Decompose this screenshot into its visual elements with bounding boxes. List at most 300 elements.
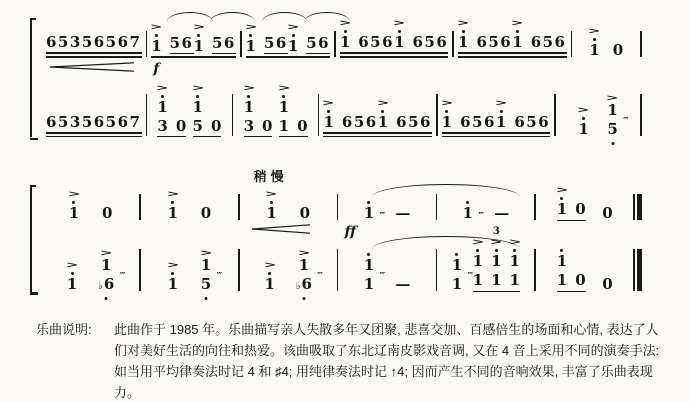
note: [93, 112, 142, 131]
digit: 0: [299, 204, 311, 223]
digit: 656: [341, 112, 378, 131]
chord: [279, 85, 289, 134]
system: [30, 169, 642, 293]
digit: 1: [167, 204, 179, 223]
note-group: [246, 24, 288, 58]
barline: [633, 194, 635, 220]
note-group: [46, 112, 94, 138]
chord: [510, 239, 520, 288]
digit: 56: [211, 34, 236, 53]
digit: 1: [509, 271, 520, 290]
digit: 1 ‴: [363, 271, 386, 293]
beam-line: [378, 136, 432, 137]
beam-line: [94, 56, 142, 57]
digit: 1: [512, 33, 523, 51]
accent-mark: >: [263, 260, 277, 271]
note: [394, 20, 404, 50]
note: [531, 35, 567, 50]
digit: 1: [377, 112, 389, 131]
measure: [536, 247, 633, 292]
digit: 1: [363, 255, 375, 274]
beam-line: [157, 136, 186, 137]
accent-mark: >: [494, 98, 508, 109]
chord: [451, 251, 474, 293]
note-group: [394, 20, 448, 58]
measure: [338, 251, 435, 292]
note: [101, 250, 111, 273]
note-group: [151, 24, 193, 58]
note: [193, 85, 203, 115]
beam-line: [244, 136, 273, 137]
note: [378, 100, 388, 130]
digit: 1: [157, 97, 168, 116]
note: [151, 24, 161, 54]
beam-line: [94, 132, 142, 133]
digit: 1: [192, 97, 203, 116]
digit: 656: [460, 112, 496, 131]
note: [262, 116, 273, 135]
chord: [491, 239, 501, 288]
note-group: [288, 24, 330, 58]
digit: 656: [530, 33, 567, 51]
note-group: [93, 112, 142, 138]
digit: 1: [394, 33, 405, 51]
digit: 656: [476, 33, 513, 51]
note-group: [442, 100, 496, 138]
note-group: [363, 199, 386, 223]
tuplet-number: 3: [492, 226, 500, 238]
measure: [141, 191, 238, 221]
note-group: [340, 20, 394, 58]
octave-dot-below: [204, 297, 207, 300]
note: [192, 116, 203, 135]
tremolo-mark: ‴: [317, 271, 323, 282]
measure: [240, 250, 337, 292]
digit: ♭ 6 ‴: [98, 271, 126, 293]
program-notes-line: 力。: [114, 384, 141, 400]
note: [264, 36, 288, 54]
accent-mark: >: [511, 18, 524, 29]
beam-line: [193, 136, 222, 137]
beam-line: [288, 56, 330, 57]
chord: [193, 85, 203, 134]
digit: 1: [200, 255, 212, 274]
note-group: [395, 274, 411, 293]
note-group: [602, 206, 612, 221]
note-group: [300, 206, 310, 221]
digit: 1: [589, 40, 600, 59]
note-group: [557, 247, 586, 292]
beam-line: [496, 136, 550, 137]
note: [494, 206, 509, 221]
staff-line: [42, 85, 642, 138]
accent-mark: >: [191, 83, 205, 93]
note-group: [378, 100, 432, 138]
digit: 56: [263, 34, 288, 53]
note-group: [244, 85, 273, 138]
measure: [42, 250, 139, 292]
digit: 1: [441, 112, 453, 131]
chord: [557, 247, 567, 288]
digit: 6535: [46, 33, 94, 51]
note: [557, 247, 567, 269]
digit: —: [395, 204, 411, 223]
accent-mark: >: [297, 248, 311, 259]
digit: 5: [192, 116, 203, 135]
measure: [42, 112, 146, 138]
accent-mark: >: [440, 98, 454, 109]
note-group: [578, 107, 588, 137]
note-group: [199, 248, 223, 293]
system-bracket: [30, 187, 32, 292]
accent-mark: >: [166, 260, 180, 271]
tremolo-mark: ‴: [623, 117, 629, 128]
dynamic-marking: f: [153, 60, 160, 77]
note-group: [395, 206, 410, 221]
program-notes-line: 们对美好生活的向往和热爱。该曲吸取了东北辽南皮影戏音调, 又在 4 音上采用不同的演奏手法:: [114, 342, 660, 358]
note: [212, 36, 236, 54]
final-barline: [633, 249, 642, 291]
chord: [363, 251, 386, 293]
digit: 5 ‴: [200, 271, 223, 293]
accent-mark: >: [471, 238, 485, 248]
accent-mark: >: [322, 98, 335, 109]
measure: [240, 169, 337, 223]
digit: 1: [193, 36, 204, 55]
digit: 1: [491, 252, 502, 271]
digit: 0: [175, 116, 187, 135]
digit: 1: [607, 101, 618, 120]
note: [69, 191, 79, 221]
note: [491, 239, 501, 269]
digit: 1: [66, 274, 78, 293]
program-notes-label: 乐曲说明:: [36, 321, 92, 337]
note: [323, 100, 333, 130]
crescendo-hairpin: [252, 224, 310, 234]
measure: [437, 199, 534, 221]
measure: [42, 35, 146, 58]
program-notes-line: 此曲作于 1985 年。乐曲描写亲人失散多年又团聚, 悲喜交加、百感倍生的场面和心情, 表达了人: [114, 321, 659, 337]
note-group: [67, 262, 77, 292]
note-group: [462, 199, 484, 223]
beam-line: [46, 56, 94, 57]
note: [514, 112, 551, 131]
crescendo-hairpin: [50, 62, 134, 72]
digit: 0: [575, 271, 586, 290]
beam-line: [496, 132, 550, 133]
beam-line: [46, 52, 94, 53]
beam-line: [378, 132, 432, 133]
beam-line: [394, 56, 448, 57]
note-group: [512, 20, 566, 58]
accent-mark: >: [265, 190, 278, 200]
digit: 5 ‴: [607, 117, 629, 139]
beam-line: [442, 132, 496, 133]
note: [265, 262, 275, 292]
digit: 6567: [93, 33, 142, 51]
digit: 0: [200, 204, 212, 223]
note: [102, 206, 112, 221]
digit: 1: [491, 271, 502, 290]
measure: [454, 20, 571, 58]
note: [279, 85, 289, 115]
accent-mark: >: [65, 260, 79, 271]
note-group: [589, 28, 599, 58]
note: [278, 116, 290, 135]
beam-line: [323, 132, 377, 133]
note-group: [46, 35, 94, 58]
note: [363, 271, 386, 293]
note-group: [471, 226, 522, 292]
digit: 0: [210, 116, 222, 135]
note: [67, 262, 77, 292]
chord: [157, 85, 167, 134]
note: [510, 273, 520, 288]
note-group: [295, 248, 323, 293]
digit: 656: [412, 33, 449, 51]
accent-mark: >: [192, 22, 206, 33]
note: [170, 36, 194, 54]
note: [341, 112, 378, 131]
digit: 1: [495, 112, 507, 131]
program-notes: [36, 319, 664, 402]
program-notes-body: [114, 319, 664, 402]
note-group: [363, 251, 386, 293]
note-group: [494, 206, 509, 221]
beam-line: [246, 56, 288, 57]
slur: [210, 12, 256, 22]
beam-line: [473, 291, 520, 292]
system-bracket: [30, 20, 32, 137]
note-group: [279, 85, 308, 138]
digit: 1: [151, 36, 162, 55]
accent-mark: >: [286, 22, 300, 33]
note-group: [451, 251, 474, 293]
slur: [372, 184, 520, 197]
accent-mark: >: [99, 248, 113, 259]
note: [607, 95, 617, 118]
note: [473, 273, 483, 288]
digit: 656: [358, 33, 395, 51]
digit: 0: [575, 200, 586, 219]
measure: [572, 28, 640, 58]
measure: [42, 191, 139, 221]
accent-mark: >: [277, 83, 291, 93]
note: [358, 35, 394, 50]
note: [201, 250, 211, 273]
beam-line: [46, 132, 94, 133]
note-group: [602, 274, 613, 293]
digit: 1: [556, 252, 568, 271]
staff-line: [42, 169, 642, 241]
beam-line: [557, 291, 586, 292]
digit: 1: [100, 255, 112, 274]
digit: 0: [297, 116, 308, 135]
note: [201, 206, 211, 221]
digit: —: [494, 204, 510, 223]
note-group: [69, 191, 79, 221]
accent-mark: >: [150, 22, 163, 33]
note: [473, 239, 483, 269]
note: [98, 271, 126, 293]
digit: 1: [509, 252, 520, 271]
note: [452, 251, 462, 273]
digit: 1: [266, 204, 277, 223]
chord: [98, 248, 126, 293]
note: [364, 251, 374, 273]
beam-line: [340, 52, 394, 53]
flat-sign: ♭: [295, 280, 301, 292]
beam-line: [557, 220, 586, 221]
note: [194, 24, 204, 54]
note: [246, 24, 256, 54]
note: [94, 35, 142, 50]
note-group: [606, 94, 629, 139]
accent-mark: >: [588, 26, 601, 36]
note-group: [612, 40, 624, 59]
note-group: [193, 85, 222, 138]
beam-line: [394, 52, 448, 53]
beam-line: [458, 52, 512, 53]
note-group: [496, 100, 550, 138]
note: [557, 273, 567, 288]
accent-mark: >: [376, 98, 390, 109]
digit: 0: [612, 40, 624, 59]
accent-mark: >: [338, 18, 352, 29]
digit: 1: [339, 33, 351, 51]
accent-mark: >: [606, 94, 619, 104]
beam-line: [512, 52, 566, 53]
note: [462, 199, 484, 223]
digit: 1: [167, 274, 179, 293]
note-group: [168, 262, 178, 292]
beam-line: [151, 56, 193, 57]
beam-line: [194, 56, 236, 57]
digit: 1 ‴: [363, 204, 386, 223]
measure: [147, 85, 231, 138]
note-group: [201, 206, 211, 221]
chord: [199, 248, 223, 293]
tremolo-mark: ‴: [379, 212, 386, 223]
barline: [637, 249, 642, 291]
digit: 1: [243, 97, 254, 116]
accent-mark: >: [242, 83, 256, 93]
chord: [295, 248, 323, 293]
accent-mark: >: [156, 83, 169, 93]
note-group: [157, 85, 186, 138]
note: [612, 40, 624, 59]
note: [413, 35, 449, 50]
beam-line: [94, 52, 142, 53]
note-group: [94, 35, 142, 58]
note: [46, 112, 94, 131]
note-group: [323, 100, 377, 138]
note-group: [194, 24, 236, 58]
accent-mark: >: [244, 22, 258, 33]
beam-line: [442, 136, 496, 137]
digit: 6535: [46, 112, 94, 131]
digit: 1: [472, 271, 484, 290]
digit: 0: [602, 274, 613, 293]
digit: 656: [396, 112, 432, 131]
digit: 56: [306, 34, 331, 53]
octave-dot-below: [105, 297, 108, 300]
note: [157, 116, 168, 135]
note: [496, 100, 506, 130]
note: [510, 239, 520, 269]
octave-dot-below: [302, 297, 305, 300]
note: [295, 271, 323, 293]
system: [30, 20, 642, 137]
tremolo-mark: ‴: [379, 271, 386, 282]
note: [458, 20, 468, 50]
measure: [438, 100, 555, 138]
note: [589, 28, 599, 58]
accent-mark: >: [166, 190, 180, 200]
chord: [244, 85, 254, 134]
note: [244, 85, 254, 115]
tremolo-mark: ‴: [478, 212, 484, 223]
slur: [262, 12, 308, 22]
note: [575, 202, 585, 217]
digit: 1: [264, 274, 275, 293]
digit: 1: [278, 97, 290, 116]
digit: 0: [101, 204, 113, 223]
note: [491, 273, 501, 288]
digit: 1 ‴: [451, 271, 474, 293]
digit: 1: [556, 271, 568, 290]
note: [168, 191, 178, 221]
accent-mark: >: [456, 18, 470, 29]
barline: [640, 31, 642, 57]
note: [363, 199, 386, 223]
measure: [242, 24, 335, 58]
note: [395, 274, 411, 293]
digit: 1: [472, 252, 484, 271]
beam-line: [512, 56, 566, 57]
slur: [167, 12, 213, 22]
measure: [233, 85, 317, 138]
note: [297, 116, 308, 135]
beam-line: [323, 136, 377, 137]
note: [46, 35, 94, 50]
dynamic-marking: ff: [344, 224, 357, 241]
note: [602, 274, 613, 293]
accent-mark: >: [490, 238, 503, 248]
measure: [147, 22, 240, 77]
digit: 1: [68, 204, 80, 223]
chord: [473, 239, 483, 288]
measure: [556, 95, 640, 137]
note: [157, 85, 167, 115]
tremolo-mark: ‴: [216, 271, 223, 282]
note: [175, 116, 187, 135]
note: [396, 112, 432, 131]
note: [168, 262, 178, 292]
accent-mark: >: [67, 190, 81, 200]
measure: [536, 187, 633, 221]
accent-mark: >: [392, 18, 406, 29]
measure: [336, 20, 453, 58]
note-group: [168, 191, 178, 221]
note: [288, 24, 298, 54]
note-group: [557, 187, 586, 221]
measure: [319, 100, 436, 138]
tempo-marking: 稍慢: [253, 169, 288, 185]
flat-sign: ♭: [98, 280, 103, 292]
accent-mark: >: [199, 248, 213, 259]
measure: [141, 250, 238, 292]
